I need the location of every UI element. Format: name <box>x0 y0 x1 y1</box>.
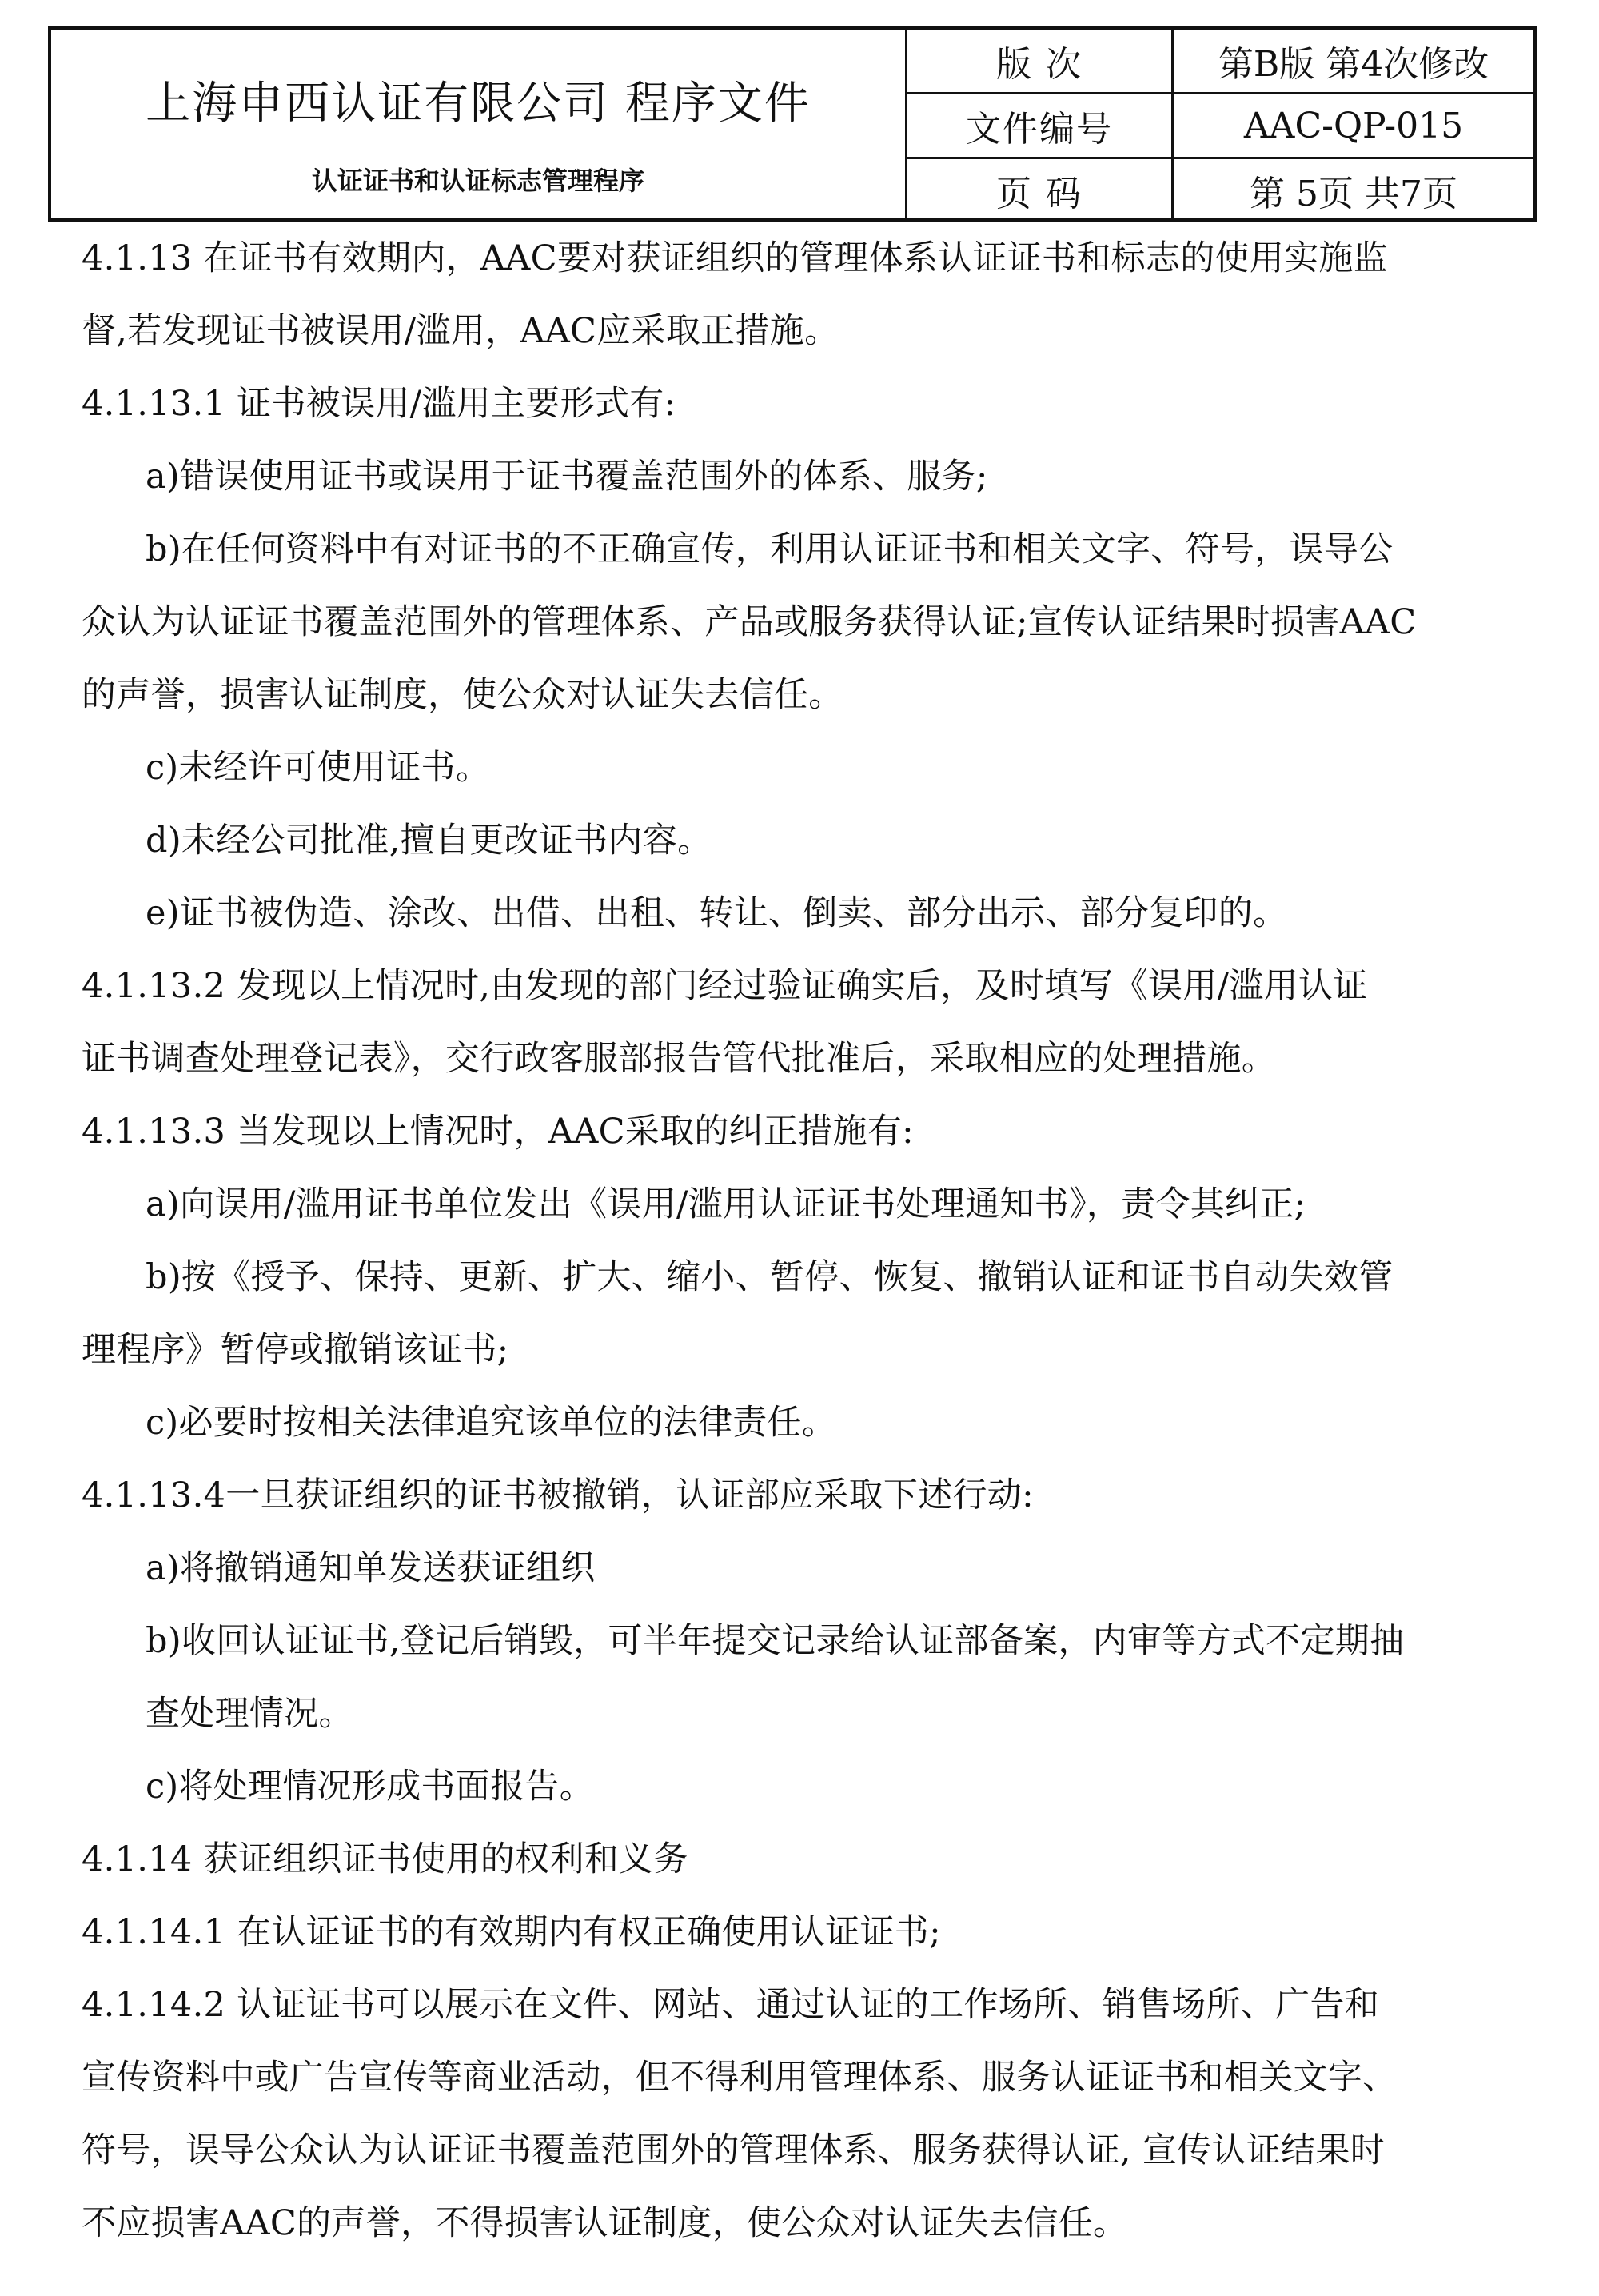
list-item: a)错误使用证书或误用于证书覆盖范围外的体系、服务; <box>146 457 988 497</box>
section-heading: 4.1.14.2 认证证书可以展示在文件、网站、通过认证的工作场所、销售场所、广告和 <box>82 1985 1380 2025</box>
paragraph-line: 4.1.13 在证书有效期内，AAC要对获证组织的管理体系认证证书和标志的使用实施监 <box>82 238 1389 278</box>
list-item: e)证书被伪造、涂改、出借、出租、转让、倒卖、部分出示、部分复印的。 <box>146 893 1288 933</box>
list-item: a)将撤销通知单发送获证组织 <box>146 1548 596 1588</box>
file-number-row <box>907 94 1533 158</box>
list-item: b)按《授予、保持、更新、扩大、缩小、暂停、恢复、撤销认证和证书自动失效管 <box>146 1257 1394 1297</box>
paragraph-line: 理程序》暂停或撤销该证书; <box>82 1330 509 1370</box>
list-item: b)在任何资料中有对证书的不正确宣传，利用认证证书和相关文字、符号，误导公 <box>146 529 1394 569</box>
section-heading: 4.1.13.1 证书被误用/滥用主要形式有: <box>82 384 676 424</box>
section-heading: 4.1.13.2 发现以上情况时,由发现的部门经过验证确实后，及时填写《误用/滥用认证 <box>82 966 1368 1006</box>
page-number-row <box>907 158 1533 222</box>
edition-row <box>907 30 1533 94</box>
document-title: 认证证书和认证标志管理程序 <box>311 166 644 196</box>
paragraph-line: 符号，误导公众认为认证证书覆盖范围外的管理体系、服务获得认证, 宣传认证结果时 <box>82 2130 1386 2170</box>
list-item: b)收回认证证书,登记后销毁，可半年提交记录给认证部备案，内审等方式不定期抽 <box>146 1621 1405 1661</box>
list-item: d)未经公司批准,擅自更改证书内容。 <box>146 821 712 861</box>
paragraph-line: 证书调查处理登记表》，交行政客服部报告管代批准后，采取相应的处理措施。 <box>82 1039 1276 1079</box>
paragraph-line: 众认为认证证书覆盖范围外的管理体系、产品或服务获得认证;宣传认证结果时损害AAC <box>82 602 1417 642</box>
file-number-value: AAC-QP-015 <box>1173 94 1534 158</box>
section-heading: 4.1.13.4一旦获证组织的证书被撤销，认证部应采取下述行动: <box>82 1475 1034 1515</box>
list-item: c)将处理情况形成书面报告。 <box>146 1767 595 1807</box>
paragraph-line: 不应损害AAC的声誉，不得损害认证制度，使公众对认证失去信任。 <box>82 2203 1128 2243</box>
list-item: c)必要时按相关法律追究该单位的法律责任。 <box>146 1403 837 1443</box>
section-heading: 4.1.14.1 在认证证书的有效期内有权正确使用认证证书; <box>82 1912 941 1952</box>
file-number-label: 文件编号 <box>907 94 1173 158</box>
document-info-table <box>907 30 1533 222</box>
page-number-label: 页 码 <box>907 158 1173 222</box>
edition-value: 第B版 第4次修改 <box>1173 30 1534 94</box>
document-header <box>48 26 1537 222</box>
edition-label: 版 次 <box>907 30 1173 94</box>
page-number-value: 第 5页 共7页 <box>1173 158 1534 222</box>
list-item: c)未经许可使用证书。 <box>146 748 491 788</box>
paragraph-line: 宣传资料中或广告宣传等商业活动，但不得利用管理体系、服务认证证书和相关文字、 <box>82 2058 1398 2098</box>
paragraph-line: 督,若发现证书被误用/滥用，AAC应采取正措施。 <box>82 311 839 351</box>
paragraph-line: 查处理情况。 <box>146 1694 353 1734</box>
paragraph-line: 的声誉，损害认证制度，使公众对认证失去信任。 <box>82 675 843 715</box>
section-heading: 4.1.14 获证组织证书使用的权利和义务 <box>82 1839 688 1879</box>
company-title: 上海申西认证有限公司 程序文件 <box>146 78 811 130</box>
section-heading: 4.1.13.3 当发现以上情况时，AAC采取的纠正措施有: <box>82 1112 914 1152</box>
document-body <box>82 222 1505 2260</box>
header-title-block <box>51 30 907 218</box>
list-item: a)向误用/滥用证书单位发出《误用/滥用认证证书处理通知书》，责令其纠正; <box>146 1184 1306 1224</box>
